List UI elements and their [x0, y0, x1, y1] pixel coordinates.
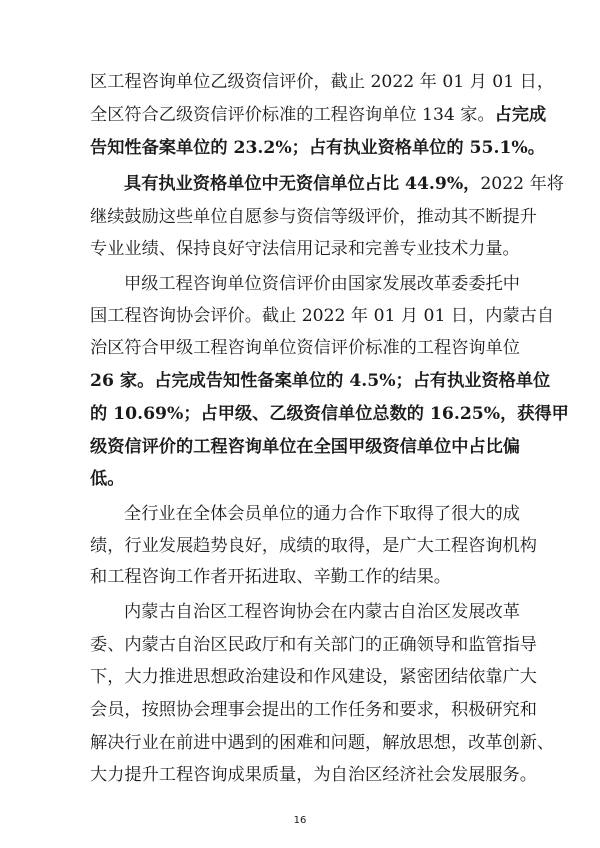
bold-text-run: 的 10.69%；占甲级、乙级资信单位总数的 16.25%，获得甲	[90, 404, 569, 424]
text-run: 治区符合甲级工程咨询单位资信评价标准的工程咨询单位	[90, 338, 520, 358]
text-run: 专业业绩、保持良好守法信用记录和完善专业技术力量。	[90, 239, 520, 259]
paragraph-3-line-2	[90, 305, 555, 327]
text-run: 大力提升工程咨询成果质量，为自治区经济社会发展服务。	[90, 765, 537, 785]
paragraph-4-line-3	[90, 566, 520, 588]
text-run: 甲级工程咨询单位资信评价由国家发展改革委委托中	[124, 274, 520, 294]
text-run: 委、内蒙古自治区民政厅和有关部门的正确领导和监管指导	[90, 635, 537, 655]
paragraph-5-line-6	[90, 764, 537, 786]
bold-text-run: 低。	[90, 469, 125, 489]
text-run: 下，大力推进思想政治建设和作风建设，紧密团结依靠广大	[90, 667, 537, 687]
paragraph-3-line-5	[90, 403, 569, 425]
paragraph-3-line-7	[90, 468, 520, 490]
paragraph-1-line-2	[90, 104, 547, 126]
paragraph-3-line-3	[90, 337, 520, 359]
text-run: 会员，按照协会理事会提出的工作任务和要求，积极研究和	[90, 700, 537, 720]
paragraph-3-line-4	[90, 370, 551, 392]
paragraph-1-line-1	[90, 71, 555, 93]
paragraph-2-line-2	[90, 206, 537, 228]
paragraph-2-line-1	[124, 173, 564, 195]
text-run: 内蒙古自治区工程咨询协会在内蒙古自治区发展改革	[124, 602, 520, 622]
bold-text-run: 26 家。占完成告知性备案单位的 4.5%；占有执业资格单位	[90, 371, 551, 391]
text-run: 绩，行业发展趋势良好，成绩的取得，是广大工程咨询机构	[90, 536, 537, 556]
bold-text-run: 具有执业资格单位中无资信单位占比 44.9%，	[124, 174, 481, 194]
paragraph-5-line-1	[124, 601, 520, 623]
paragraph-2-line-3	[90, 238, 520, 260]
text-run: 区工程咨询单位乙级资信评价，截止 2022 年 01 月 01 日，	[90, 72, 555, 92]
paragraph-5-line-2	[90, 634, 537, 656]
paragraph-3-line-1	[124, 273, 520, 295]
paragraph-4-line-2	[90, 535, 537, 557]
paragraph-5-line-3	[90, 666, 537, 688]
text-run: 全行业在全体会员单位的通力合作下取得了很大的成	[124, 504, 520, 524]
text-run: 国工程咨询协会评价。截止 2022 年 01 月 01 日，内蒙古自	[90, 306, 555, 326]
text-run: 2022 年将	[480, 174, 564, 194]
bold-text-run: 告知性备案单位的 23.2%；占有执业资格单位的 55.1%。	[90, 138, 545, 158]
text-run: 全区符合乙级资信评价标准的工程咨询单位 134 家。	[90, 105, 495, 125]
bold-text-run: 级资信评价的工程咨询单位在全国甲级资信单位中占比偏	[90, 437, 520, 457]
page-number: 16	[293, 815, 307, 826]
text-run: 和工程咨询工作者开拓进取、辛勤工作的结果。	[90, 567, 451, 587]
bold-text-run: 占完成	[494, 105, 547, 125]
paragraph-5-line-4	[90, 699, 537, 721]
paragraph-4-line-1	[124, 503, 520, 525]
text-run: 解决行业在前进中遇到的困难和问题，解放思想，改革创新、	[90, 733, 555, 753]
paragraph-5-line-5	[90, 732, 555, 754]
paragraph-1-line-3	[90, 137, 545, 159]
paragraph-3-line-6	[90, 436, 520, 458]
text-run: 继续鼓励这些单位自愿参与资信等级评价，推动其不断提升	[90, 207, 537, 227]
